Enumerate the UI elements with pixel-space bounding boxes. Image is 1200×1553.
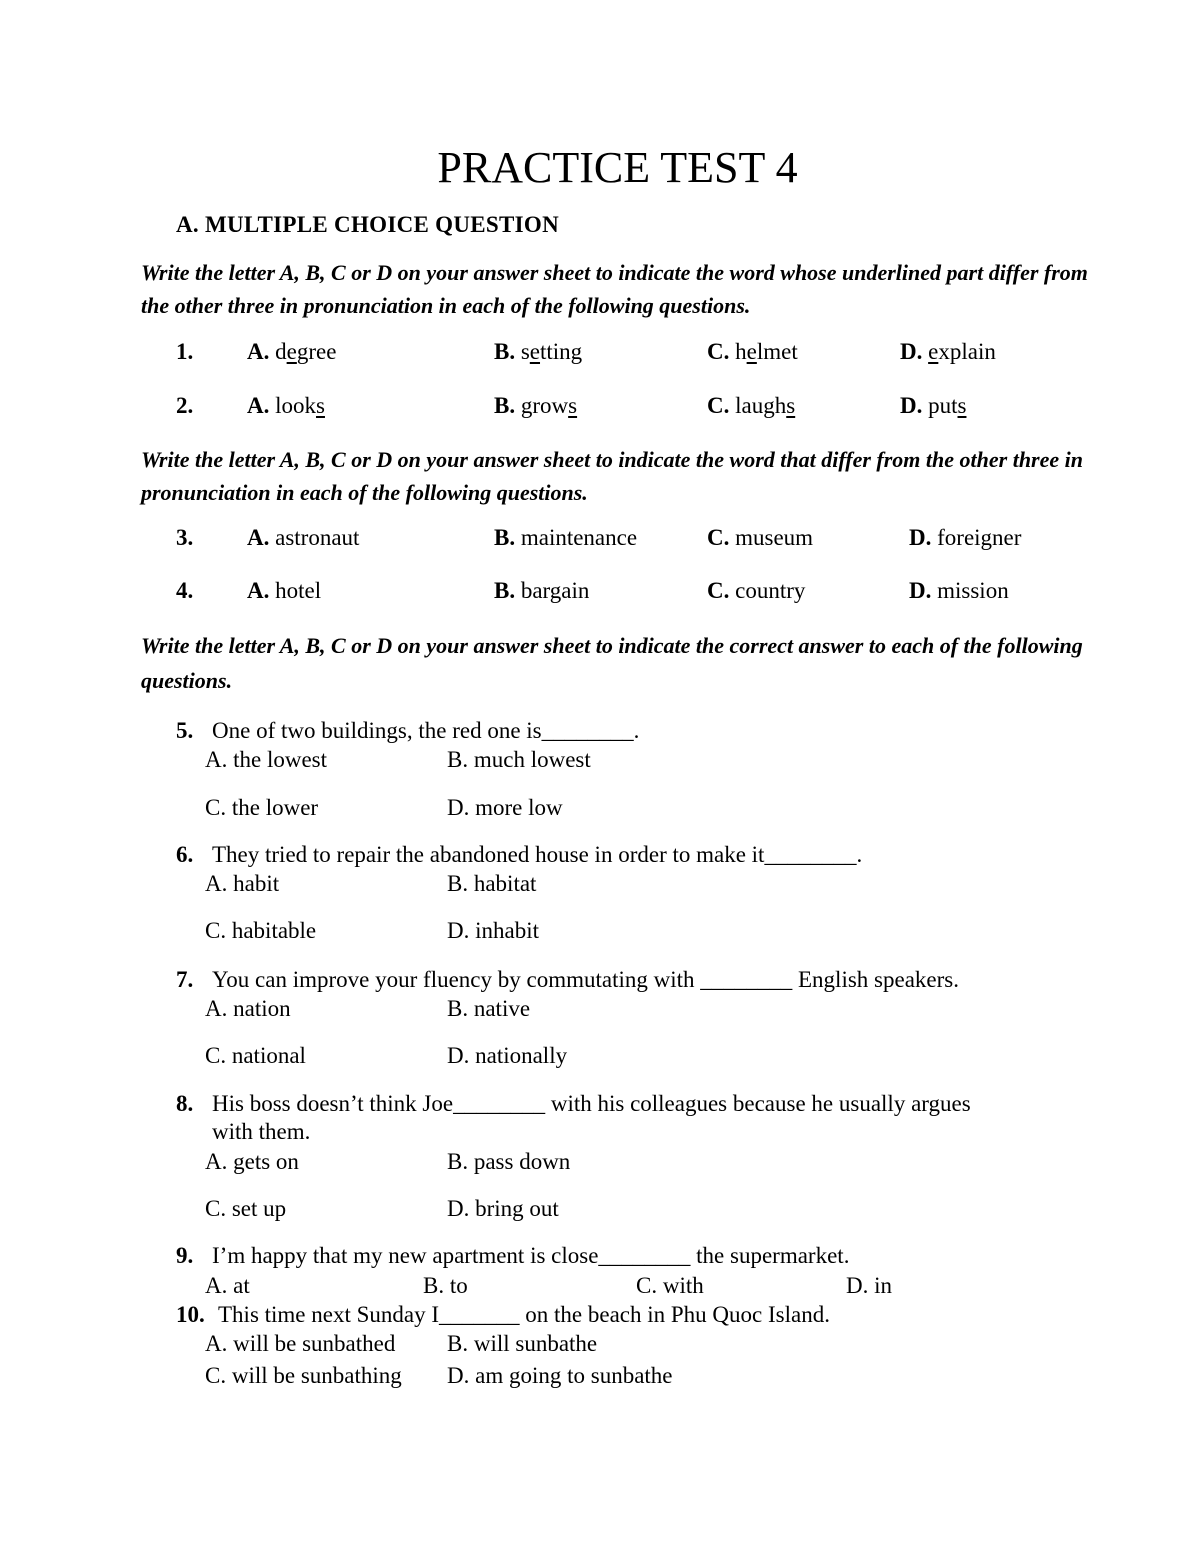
option-a: A. the lowest bbox=[205, 747, 328, 772]
option-b: B. setting bbox=[494, 339, 583, 364]
option-b: B. pass down bbox=[447, 1149, 571, 1174]
option-a: A. nation bbox=[205, 996, 291, 1021]
question-number: 1. bbox=[176, 339, 194, 364]
instruction-1: Write the letter A, B, C or D on your answer sheet to indicate the word whose underlined part differ from the other three in pronunciation in each of the following questions. bbox=[141, 260, 1088, 318]
option-b: B. maintenance bbox=[494, 525, 638, 550]
option-b: B. will sunbathe bbox=[447, 1331, 598, 1356]
option-d: D. in bbox=[846, 1273, 892, 1298]
option-a: A. degree bbox=[247, 339, 337, 364]
option-d: D. bring out bbox=[447, 1196, 559, 1221]
option-b: B. native bbox=[447, 996, 531, 1021]
option-c: C. habitable bbox=[205, 918, 317, 943]
option-b: B. habitat bbox=[447, 871, 537, 896]
option-a: A. looks bbox=[247, 393, 325, 418]
option-d: D. mission bbox=[909, 578, 1009, 603]
question-number: 7. bbox=[176, 967, 194, 992]
question-text: They tried to repair the abandoned house in order to make it________. bbox=[212, 842, 863, 867]
question-text-continued: with them. bbox=[212, 1119, 311, 1144]
option-a: A. astronaut bbox=[247, 525, 360, 550]
option-c: C. national bbox=[205, 1043, 306, 1068]
question-number: 6. bbox=[176, 842, 194, 867]
option-d: D. foreigner bbox=[909, 525, 1022, 550]
section-heading: A. MULTIPLE CHOICE QUESTION bbox=[176, 212, 559, 237]
option-c: C. country bbox=[707, 578, 806, 603]
option-a: A. gets on bbox=[205, 1149, 299, 1174]
option-d: D. inhabit bbox=[447, 918, 539, 943]
option-a: A. at bbox=[205, 1273, 250, 1298]
question-text: His boss doesn’t think Joe________ with his colleagues because he usually argues bbox=[212, 1091, 971, 1116]
option-d: D. more low bbox=[447, 795, 563, 820]
option-c: C. set up bbox=[205, 1196, 287, 1221]
option-b: B. grows bbox=[494, 393, 578, 418]
option-a: A. habit bbox=[205, 871, 280, 896]
option-b: B. to bbox=[423, 1273, 468, 1298]
question-number: 3. bbox=[176, 525, 194, 550]
option-c: C. museum bbox=[707, 525, 814, 550]
option-d: D. am going to sunbathe bbox=[447, 1363, 673, 1388]
option-a: A. hotel bbox=[247, 578, 322, 603]
option-d: D. puts bbox=[900, 393, 967, 418]
question-number: 8. bbox=[176, 1091, 194, 1116]
question-text: You can improve your fluency by commutating with ________ English speakers. bbox=[212, 967, 959, 992]
question-text: One of two buildings, the red one is________. bbox=[212, 718, 640, 743]
option-c: C. with bbox=[636, 1273, 704, 1298]
option-c: C. will be sunbathing bbox=[205, 1363, 402, 1388]
option-c: C. laughs bbox=[707, 393, 796, 418]
instruction-3: Write the letter A, B, C or D on your answer sheet to indicate the correct answer to each of the following questions. bbox=[141, 633, 1083, 693]
option-c: C. the lower bbox=[205, 795, 319, 820]
question-text: I’m happy that my new apartment is close________ the supermarket. bbox=[212, 1243, 850, 1268]
option-b: B. bargain bbox=[494, 578, 590, 603]
question-number: 9. bbox=[176, 1243, 194, 1268]
page-title: PRACTICE TEST 4 bbox=[437, 143, 798, 192]
instruction-2: Write the letter A, B, C or D on your answer sheet to indicate the word that differ from the other three in pronunciation in each of the following questions. bbox=[141, 447, 1083, 505]
option-d: D. nationally bbox=[447, 1043, 568, 1068]
option-d: D. explain bbox=[900, 339, 996, 364]
option-a: A. will be sunbathed bbox=[205, 1331, 396, 1356]
question-number: 4. bbox=[176, 578, 194, 603]
question-number: 5. bbox=[176, 718, 194, 743]
question-number: 10. bbox=[176, 1302, 205, 1327]
question-number: 2. bbox=[176, 393, 194, 418]
question-text: This time next Sunday I_______ on the beach in Phu Quoc Island. bbox=[218, 1302, 830, 1327]
option-c: C. helmet bbox=[707, 339, 798, 364]
option-b: B. much lowest bbox=[447, 747, 591, 772]
